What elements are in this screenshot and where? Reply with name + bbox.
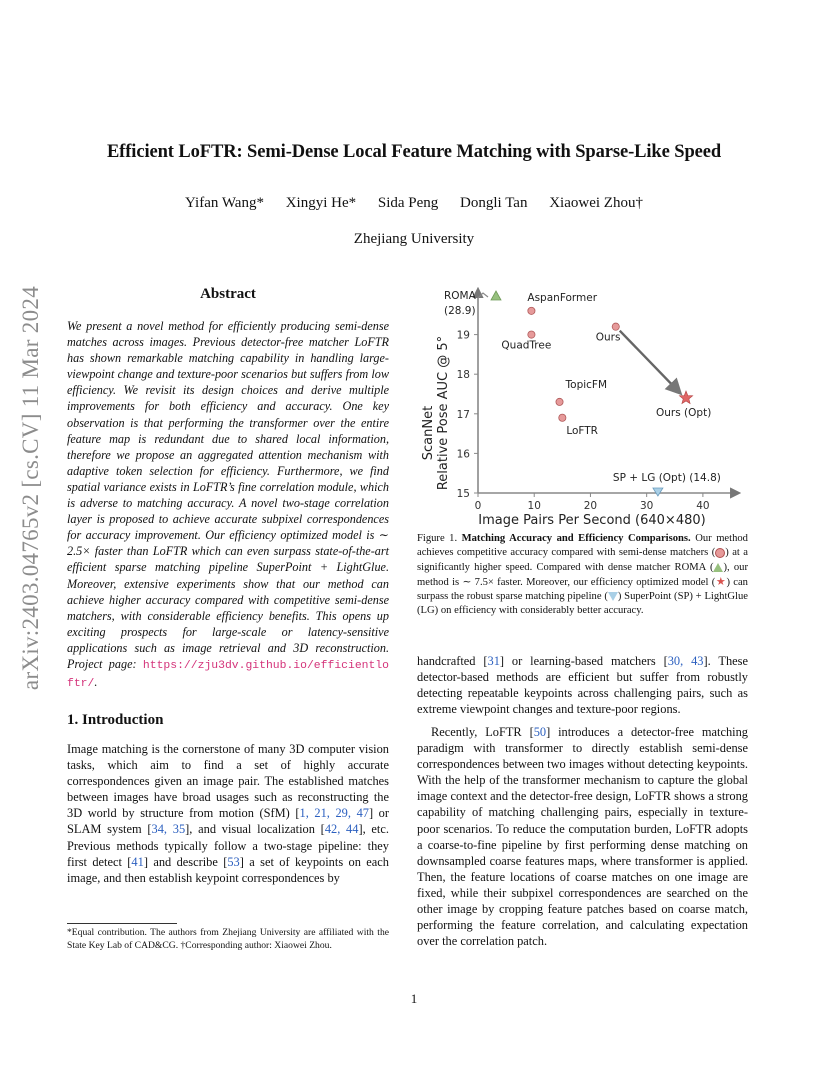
abstract-tail: . (94, 675, 98, 690)
roma-value-label: (28.9) (444, 305, 476, 317)
y-tick-label: 15 (456, 488, 470, 500)
citation-link[interactable]: 41 (131, 854, 144, 869)
y-axis-label-line1: ScanNet (421, 405, 436, 461)
arxiv-stamp: arXiv:2403.04765v2 [cs.CV] 11 Mar 2024 (18, 286, 43, 691)
point-label: Ours (Opt) (656, 406, 712, 419)
x-tick-label: 10 (527, 500, 541, 512)
roma-label: ROMA (444, 290, 476, 302)
footnote-rule (67, 923, 177, 924)
point-label: TopicFM (565, 378, 608, 391)
point-ours (612, 323, 619, 330)
circle-marker-icon (715, 548, 725, 558)
x-axis-label: Image Pairs Per Second (640×480) (478, 513, 706, 528)
point-loftr (559, 414, 566, 421)
author-name: Sida Peng (377, 195, 439, 211)
x-tick-label: 30 (639, 500, 654, 512)
author-name: Dongli Tan (460, 195, 528, 211)
down-triangle-marker-icon (608, 592, 618, 601)
point-roma-triangle (491, 291, 501, 300)
x-tick-label: 0 (474, 500, 482, 512)
star-marker-icon: ★ (715, 575, 727, 588)
y-tick-label: 18 (456, 369, 470, 382)
point-label: Ours (595, 331, 621, 344)
x-tick-label: 20 (583, 500, 598, 512)
section-heading-introduction: 1. Introduction (67, 712, 164, 728)
citation-link[interactable]: 31 (487, 654, 500, 668)
y-tick-label: 16 (456, 448, 470, 461)
point-label: SP + LG (Opt) (14.8) (612, 472, 721, 484)
x-tick-label: 40 (696, 500, 710, 512)
citation-link[interactable]: 50 (533, 725, 547, 739)
page-number: 1 (410, 991, 418, 1006)
improvement-arrow (620, 331, 680, 393)
paper-title: Efficient LoFTR: Semi-Dense Local Feature Matching with Sparse-Like Speed (106, 142, 722, 162)
citation-link[interactable]: 30, 43 (667, 654, 704, 668)
point-label: AspanFormer (527, 291, 598, 304)
point-label: LoFTR (566, 424, 598, 437)
author-name: Xingyi He* (285, 195, 357, 211)
affiliation: Zhejiang University (353, 231, 475, 247)
figure-1-caption: Figure 1. Matching Accuracy and Efficiency Comparisons. Our method achieves competitive accuracy compared with semi-dense matchers ( ) at a significantly higher speed. Compared with dense matcher ROMA ( ), our method is ∼ 7.5× faster. Moreover, our efficiency optimized model (★) can surpass the robust sparse matching pipeline ( ) SuperPoint (SP) + LightGlue (LG) on efficiency with considerably better accuracy. (417, 533, 749, 617)
abstract-body: We present a novel method for efficiently producing semi-dense matches across images. Previous detector-free matcher LoFTR has shown remarkable matching capability in handling large-viewpoint change and texture-poor scenarios but suffers from low efficiency. We revisit its design choices and derive multiple improvements for both efficiency and accuracy. One key observation is that performing the transformer over the entire feature map is redundant due to shared local information, therefore we propose an aggregated attention mechanism with adaptive token selection for efficiency. Furthermore, we find spatial variance exists in LoFTR’s fine correlation module, which is adverse to matching accuracy. A novel two-stage correlation layer is proposed to achieve accurate subpixel correspondences for accuracy improvement. Our efficiency optimized model is ∼ 2.5× faster than LoFTR which can even surpass state-of-the-art efficient sparse matching pipeline SuperPoint + LightGlue. Moreover, extensive experiments show that our method can achieve higher accuracy compared with competitive semi-dense matchers, with considerable efficiency benefits. This opens up exciting prospects for large-scale or latency-sensitive applications such as image retrieval and 3D reconstruction. Project page: (67, 319, 389, 671)
intro-paragraph-2: Recently, LoFTR [50] introduces a detector-free matching paradigm with transformer to directly establish semi-dense correspondences between two images without detecting keypoints. With the help of the transformer mechanism to capture the global image context and the detector-free design, LoFTR shows a strong capability of matching challenging pairs, especially in texture-poor scenarios. To reduce the computation burden, LoFTR adopts a coarse-to-fine pipeline by first performing dense matching on downsampled coarse features maps, where transformer is applied. Then, the feature locations of coarse matches on one image are fixed, while their subpixel correspondences are searched on the other image by cropping feature patches based on coarse match, performing the feature correlation, and calculating expectation over the correlation patch. (417, 725, 748, 949)
citation-link[interactable]: 1, 21, 29, 47 (299, 806, 369, 821)
citation-link[interactable]: 34, 35 (151, 822, 186, 837)
y-tick-label: 17 (456, 408, 470, 421)
author-list (0, 195, 828, 212)
project-link[interactable]: https://zju3dv.github.io/efficientloftr/ (67, 659, 389, 691)
figure-1-chart (416, 283, 748, 533)
triangle-marker-icon (713, 563, 723, 572)
author-name: Yifan Wang* (185, 195, 264, 211)
point-aspanformer (528, 307, 535, 314)
author-name: Xiaowei Zhou† (549, 195, 643, 211)
y-axis-label-line2: Relative Pose AUC @ 5° (436, 335, 451, 491)
citation-link[interactable]: 42, 44 (324, 822, 359, 837)
point-topicfm (556, 398, 563, 405)
intro-paragraph-1-cont: handcrafted [31] or learning-based matchers [30, 43]. These detector-based methods are efficient but suffer from robustly detecting repeatable keypoints across challenging pairs, such as extreme viewpoint changes and texture-poor regions. (417, 654, 748, 717)
point-quadtree (528, 331, 535, 338)
citation-link[interactable]: 53 (227, 854, 240, 869)
abstract-text (67, 318, 389, 692)
footnote: *Equal contribution. The authors from Zhejiang University are affiliated with the State Key Lab of CAD&CG. †Corresponding author: Xiaowei Zhou. (67, 927, 389, 951)
point-label: QuadTree (501, 339, 552, 352)
point-ours-opt-star (679, 391, 692, 404)
y-tick-label: 19 (456, 329, 470, 342)
roma-break-mark (478, 293, 488, 298)
intro-paragraph-1: Image matching is the cornerstone of many 3D computer vision tasks, which aim to find a set of highly accurate correspondences given an image pair. The established matches between images have broad usages such as reconstructing the 3D world by structure from motion (SfM) [1, 21, 29, 47] or SLAM system [34, 35], and visual localization [42, 44], etc. Previous methods typically follow a two-stage pipeline: they first detect [41] and describe [53] a set of keypoints on each image, and then establish keypoint correspondences by (67, 742, 390, 885)
point-sp-lg-triangle (653, 488, 663, 496)
abstract-heading: Abstract (200, 286, 256, 302)
